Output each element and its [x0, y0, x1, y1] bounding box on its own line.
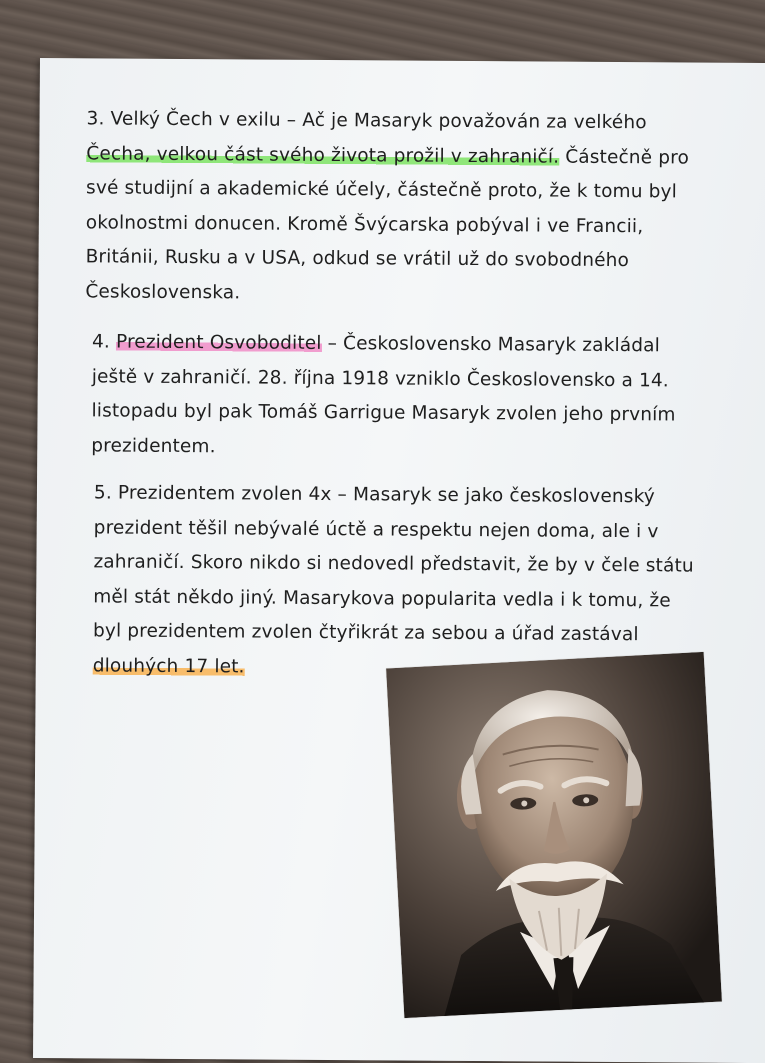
text-line: ještě v zahraničí. 28. října 1918 vzniklo Československo a 14. — [91, 365, 669, 391]
paragraph-velky-cech — [85, 102, 689, 313]
portrait-illustration — [386, 652, 722, 1018]
text-line: Británii, Rusku a v USA, odkud se vrátil už do svobodného — [85, 246, 630, 272]
portrait-photo — [386, 652, 722, 1018]
paragraph-prezident-osvoboditel — [91, 325, 676, 467]
text-line: zahraničí. Skoro nikdo si nedovedl představit, že by v čele státu — [93, 551, 694, 577]
highlight-green: Čecha, velkou část svého života prožil v zahraničí. — [86, 142, 560, 168]
text-line: 4. Prezident Osvoboditel – Československo Masaryk zakládal — [91, 331, 661, 357]
text-line: byl prezidentem zvolen čtyřikrát za sebou a úřad zastával — [92, 620, 639, 646]
text-line: listopadu byl pak Tomáš Garrigue Masaryk zvolen jeho prvním — [91, 400, 676, 426]
text-line: 3. Velký Čech v exilu – Ač je Masaryk považován za velkého — [86, 108, 647, 134]
highlight-orange: dlouhých 17 let. — [92, 654, 245, 677]
text-line: své studijní a akademické účely, částečně proto, že k tomu byl — [86, 177, 678, 203]
text-line: měl stát někdo jiný. Masarykova popularita vedla i k tomu, že — [93, 585, 671, 611]
text-line: Čecha, velkou část svého života prožil v zahraničí. Částečně pro — [86, 142, 690, 169]
text-line: okolnostmi donucen. Kromě Švýcarska pobýval i ve Francii, — [85, 211, 644, 237]
highlight-pink: Prezident Osvoboditel — [115, 331, 322, 354]
paragraph-zvolen-4x — [93, 476, 695, 687]
text-line: prezident těšil nebývalé úctě a respektu nejen doma, ale i v — [93, 516, 659, 542]
text-line: 5. Prezidentem zvolen 4x – Masaryk se jako československý — [93, 482, 656, 508]
text-line: prezidentem. — [91, 434, 216, 457]
text-line: Československa. — [85, 280, 241, 303]
